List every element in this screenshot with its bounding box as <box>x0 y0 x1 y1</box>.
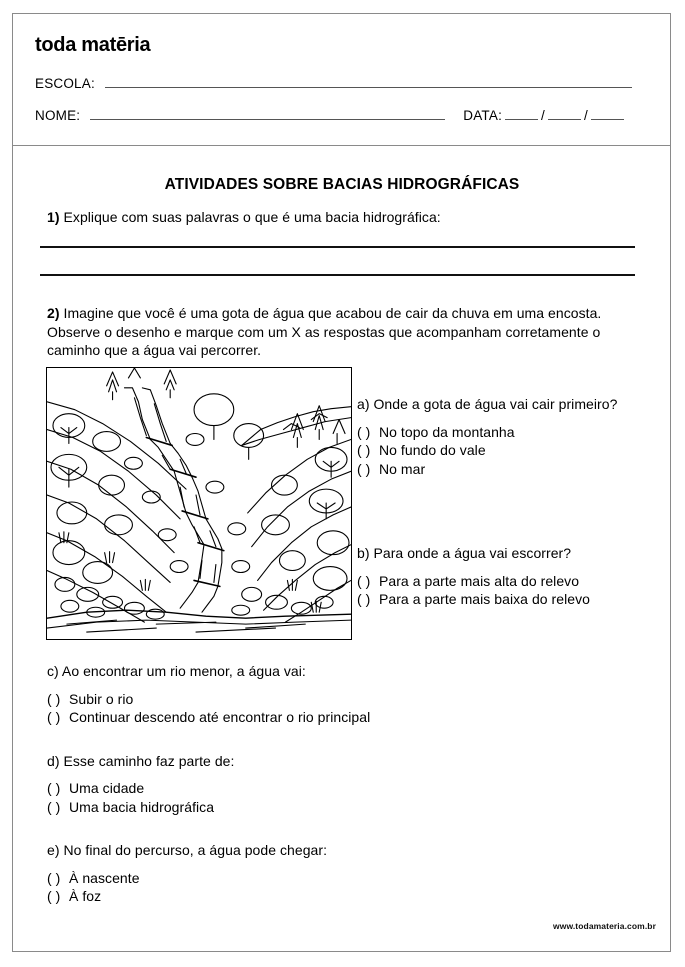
question-1-answer-line-1[interactable] <box>40 246 635 248</box>
item-a-option-1-label: No topo da montanha <box>379 423 515 440</box>
name-label: NOME: <box>35 108 81 123</box>
item-e <box>47 841 637 906</box>
question-2-number: 2) <box>47 305 60 321</box>
item-c-option-2[interactable] <box>47 708 637 727</box>
item-a-option-2-label: No fundo do vale <box>379 442 486 458</box>
checkbox-paren[interactable]: ( ) <box>357 423 371 440</box>
question-2-text <box>47 304 647 360</box>
question-1-number: 1) <box>47 209 60 225</box>
item-d-option-1-label: Uma cidade <box>69 780 145 796</box>
date-separator-1: / <box>541 108 545 123</box>
item-e-option-1[interactable] <box>47 869 637 888</box>
page-title: ATIVIDADES SOBRE BACIAS HIDROGRÁFICAS <box>164 176 520 193</box>
brand-logo: toda matēria <box>35 34 151 56</box>
date-label: DATA: <box>463 108 503 123</box>
worksheet-header <box>13 14 670 145</box>
footer-website-url: www.todamateria.com.br <box>553 921 656 931</box>
date-day-line[interactable] <box>505 119 538 120</box>
date-field-group <box>463 108 627 123</box>
name-date-field-row <box>35 108 627 123</box>
question-2-body: Imagine que você é uma gota de água que acabou de cair da chuva em uma encosta. Observe o desenho e marque com um X as respostas que acompanham corretamente o caminho que a água vai percorrer. <box>47 305 602 358</box>
waterfall-line-art-svg <box>47 368 351 639</box>
checkbox-paren[interactable]: ( ) <box>47 869 61 886</box>
item-c-prompt: c) Ao encontrar um rio menor, a água vai: <box>47 663 306 679</box>
item-d-option-1[interactable] <box>47 779 637 798</box>
name-input-line[interactable] <box>90 119 445 120</box>
date-year-line[interactable] <box>591 119 624 120</box>
header-divider <box>13 145 671 146</box>
date-separator-2: / <box>583 108 588 123</box>
checkbox-paren[interactable]: ( ) <box>357 572 371 589</box>
checkbox-paren[interactable]: ( ) <box>357 442 371 458</box>
item-a-prompt: a) Onde a gota de água vai cair primeiro? <box>357 396 618 412</box>
item-a-option-3[interactable] <box>357 460 655 479</box>
item-d-prompt: d) Esse caminho faz parte de: <box>47 752 235 769</box>
item-c-option-2-label: Continuar descendo até encontrar o rio principal <box>69 709 371 725</box>
item-a <box>357 395 655 478</box>
item-c <box>47 662 637 727</box>
item-d-option-2[interactable] <box>47 798 637 817</box>
checkbox-paren[interactable]: ( ) <box>47 798 61 815</box>
item-b <box>357 544 655 609</box>
waterfall-landscape-image <box>46 367 352 640</box>
school-input-line[interactable] <box>105 87 632 88</box>
school-label: ESCOLA: <box>35 76 95 91</box>
question-1-answer-line-2[interactable] <box>40 274 635 276</box>
lower-items-column <box>47 662 637 931</box>
item-b-option-2-label: Para a parte mais baixa do relevo <box>379 591 590 607</box>
checkbox-paren[interactable]: ( ) <box>357 591 371 607</box>
item-b-option-1-label: Para a parte mais alta do relevo <box>379 572 580 589</box>
item-a-option-3-label: No mar <box>379 460 426 477</box>
item-e-prompt: e) No final do percurso, a água pode chegar: <box>47 842 328 858</box>
item-d <box>47 752 637 817</box>
item-b-prompt: b) Para onde a água vai escorrer? <box>357 545 572 561</box>
checkbox-paren[interactable]: ( ) <box>47 888 61 904</box>
item-e-option-1-label: À nascente <box>69 869 140 886</box>
item-b-option-1[interactable] <box>357 572 655 591</box>
item-c-option-1-label: Subir o rio <box>69 690 134 707</box>
checkbox-paren[interactable]: ( ) <box>47 780 61 796</box>
item-e-option-2-label: À foz <box>69 888 102 904</box>
checkbox-paren[interactable]: ( ) <box>47 709 61 725</box>
item-a-option-2[interactable] <box>357 441 655 460</box>
item-d-option-2-label: Uma bacia hidrográfica <box>69 798 215 815</box>
checkbox-paren[interactable]: ( ) <box>47 690 61 707</box>
item-e-option-2[interactable] <box>47 887 637 906</box>
school-field-row <box>35 76 632 91</box>
item-b-option-2[interactable] <box>357 590 655 609</box>
date-month-line[interactable] <box>548 119 581 120</box>
question-1-body: Explique com suas palavras o que é uma bacia hidrográfica: <box>59 209 441 225</box>
question-1-text <box>47 209 441 225</box>
item-c-option-1[interactable] <box>47 690 637 709</box>
item-a-option-1[interactable] <box>357 423 655 442</box>
checkbox-paren[interactable]: ( ) <box>357 460 371 477</box>
